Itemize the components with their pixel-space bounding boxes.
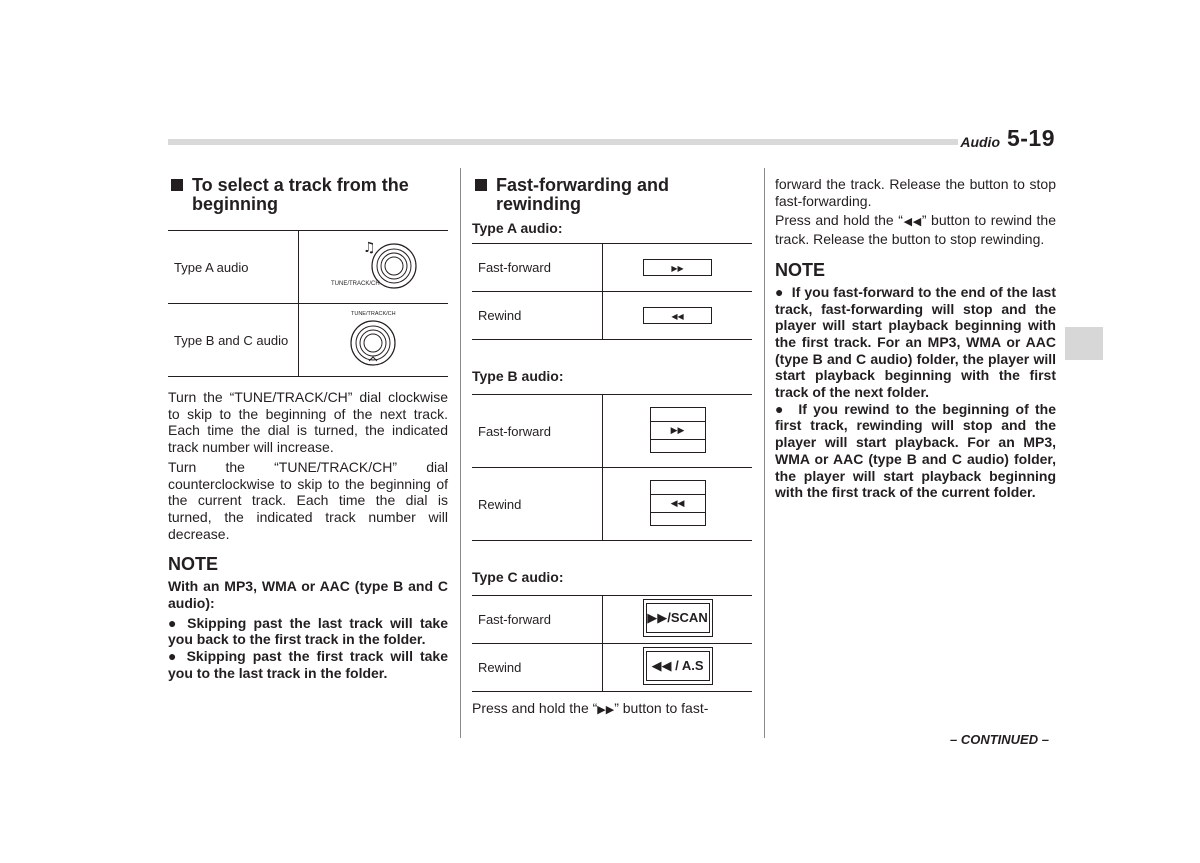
column-2 [472,176,752,719]
table-row [168,231,448,304]
bullet-icon: ● [168,614,188,631]
table-row [472,596,752,644]
table-cell-label: Fast-forward [472,596,603,644]
note-bullet: ● Skipping past the first track will take you to the last track in the folder. [168,648,448,681]
note-bullet: ● If you fast-forward to the end of the last track, fast-forwarding will stop and the player will start playback beginning with the first track. For an MP3, WMA or AAC (type B and C audio) folder, the player will start playback beginning with the first track of the next folder. [775,283,1056,401]
table-row [472,644,752,692]
note-title: NOTE [775,259,826,280]
dial-label: TUNE/TRACK/CH [330,280,380,287]
table-cell-label: Rewind [472,644,603,692]
body-paragraph: forward the track. Release the button to stop fast-forwarding. [775,176,1056,209]
dial-image-type-a [299,231,449,304]
page-number: 5-19 [1006,125,1055,151]
table-row [472,395,752,468]
fast-forward-icon: ▶▶ [597,704,615,716]
section-heading-fast-forward: Fast-forwarding and rewinding [472,176,752,214]
fast-forward-scan-button-icon: ▶▶/SCAN [643,599,713,637]
continued-label: – CONTINUED – [950,732,1049,747]
table-cell-label: Rewind [472,292,603,340]
rewind-icon: ◀◀ [902,216,922,229]
body-paragraph: Press and hold the “▶▶” button to fast- [472,700,709,716]
note-bullet: ● If you rewind to the beginning of the first track, rewinding will stop and the player will start playback. For an MP3, WMA or AAC (type B and C audio) folder, the player will start playback beginning with the first track of the current folder. [775,400,1056,501]
table-row [472,244,752,292]
type-c-table [472,595,752,692]
heading-square-icon [171,179,183,191]
table-cell-label: Type B and C audio [168,304,299,377]
type-c-title: Type C audio: [472,569,564,585]
table-row [472,292,752,340]
section-heading-select-track: To select a track from the beginning [168,176,448,214]
type-a-title: Type A audio: [472,220,563,236]
body-paragraph: Press and hold the “◀◀” button to rewind the track. Release the button to stop rewinding. [775,212,1057,248]
column-divider-2 [764,168,765,738]
chapter-tab [1065,327,1103,360]
bullet-icon: ● [775,400,799,417]
svg-text:♫: ♫ [362,239,376,256]
type-b-title: Type B audio: [472,368,564,384]
rewind-button-icon: ◀◀ [643,307,712,324]
table-cell-label: Rewind [472,468,603,541]
dial-label: TUNE/TRACK/CH [350,310,396,317]
table-cell-label: Type A audio [168,231,299,304]
table-cell-label: Fast-forward [472,244,603,292]
heading-square-icon [475,179,487,191]
fast-forward-button-icon: ▶▶ [650,407,706,453]
note-title: NOTE [168,554,219,575]
table-row [168,304,448,377]
note-bullet: ● Skipping past the last track will take you back to the first track in the folder. [168,614,448,648]
tune-dial-icon [319,236,429,296]
note-intro: With an MP3, WMA or AAC (type B and C audio): [168,578,448,612]
type-a-table [472,243,752,340]
table-cell-label: Fast-forward [472,395,603,468]
section-label: Audio [960,134,1000,150]
bullet-icon: ● [168,648,187,665]
bullet-icon: ● [775,283,792,300]
header-rule [168,139,958,145]
rewind-button-icon: ◀◀ [650,480,706,526]
type-b-table [472,394,752,541]
fast-forward-button-icon: ▶▶ [643,259,712,276]
body-paragraph: Turn the “TUNE/TRACK/CH” dial clockwise to skip to the beginning of the next track. Each time the dial is turned, the indicated track number will increase. [168,389,448,456]
rewind-as-button-icon: ◀◀ / A.S [643,647,713,685]
body-paragraph: Turn the “TUNE/TRACK/CH” dial counterclockwise to skip to the beginning of the current track. Each time the dial is turned, the indicated track number will decrease. [168,458,448,542]
dial-table [168,230,448,377]
dial-image-type-bc [299,304,449,377]
table-row [472,468,752,541]
tune-dial-icon [319,307,429,371]
column-3 [775,176,1056,501]
column-1 [168,176,448,682]
column-divider-1 [460,168,461,738]
